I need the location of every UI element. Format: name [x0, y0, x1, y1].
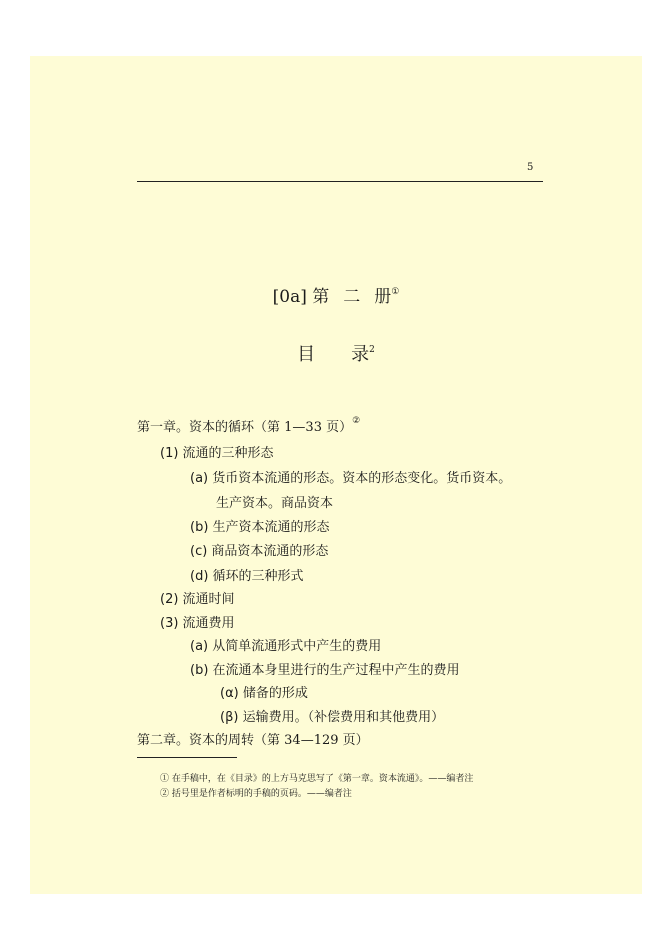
toc-chapter-2-pages: （第 34—129 页）	[254, 733, 369, 748]
toc-section-1a: (a) 货币资本流通的形态。资本的形态变化。货币资本。	[190, 471, 512, 486]
toc-chapter-1	[137, 416, 360, 435]
subtitle-footnote-mark: 2	[369, 345, 375, 355]
title-footnote-mark: ①	[391, 287, 400, 297]
toc-section-2: (2) 流通时间	[160, 592, 235, 607]
toc-section-3b-beta	[220, 706, 444, 725]
toc-chapter-1-title: 第一章。资本的循环	[137, 420, 255, 435]
title-word-2: 二	[343, 287, 361, 307]
page-number: 5	[527, 162, 534, 173]
toc-section-3b-alpha: (α) 储备的形成	[220, 686, 308, 701]
document-page	[30, 56, 642, 894]
toc-section-3: (3) 流通费用	[160, 616, 235, 631]
toc-section-1b: (b) 生产资本流通的形态	[190, 520, 330, 535]
header-rule	[137, 181, 543, 182]
toc-chapter-2-title: 第二章。资本的周转	[137, 733, 255, 748]
title-marker: [0a]	[272, 287, 307, 307]
contents-heading	[30, 340, 642, 366]
subtitle-word-2: 录	[351, 344, 370, 365]
toc-section-1a-continued: 生产资本。商品资本	[216, 496, 334, 511]
footnote-2: ② 括号里是作者标明的手稿的页码。——编者注	[160, 789, 352, 799]
toc-chapter-1-note: ②	[352, 416, 361, 426]
toc-section-3b: (b) 在流通本身里进行的生产过程中产生的费用	[190, 663, 460, 678]
footnote-rule	[137, 757, 237, 758]
toc-section-1d: (d) 循环的三种形式	[190, 569, 304, 584]
toc-section-1: (1) 流通的三种形态	[160, 446, 274, 461]
toc-section-3b-beta-title: (β) 运输费用。	[220, 710, 308, 725]
footnote-1: ① 在手稿中，在《目录》的上方马克思写了《第一章。资本流通》。——编者注	[160, 774, 474, 784]
subtitle-word-1: 目	[297, 344, 316, 365]
toc-chapter-1-pages: （第 1—33 页）	[254, 420, 353, 435]
title-word-3: 册	[374, 287, 392, 307]
toc-section-1c: (c) 商品资本流通的形态	[190, 544, 329, 559]
toc-chapter-2	[137, 729, 369, 748]
title-word-1: 第	[312, 287, 330, 307]
toc-section-3a: (a) 从简单流通形式中产生的费用	[190, 639, 382, 654]
toc-section-3b-beta-note: （补偿费用和其他费用）	[307, 710, 445, 725]
volume-title	[30, 282, 642, 307]
